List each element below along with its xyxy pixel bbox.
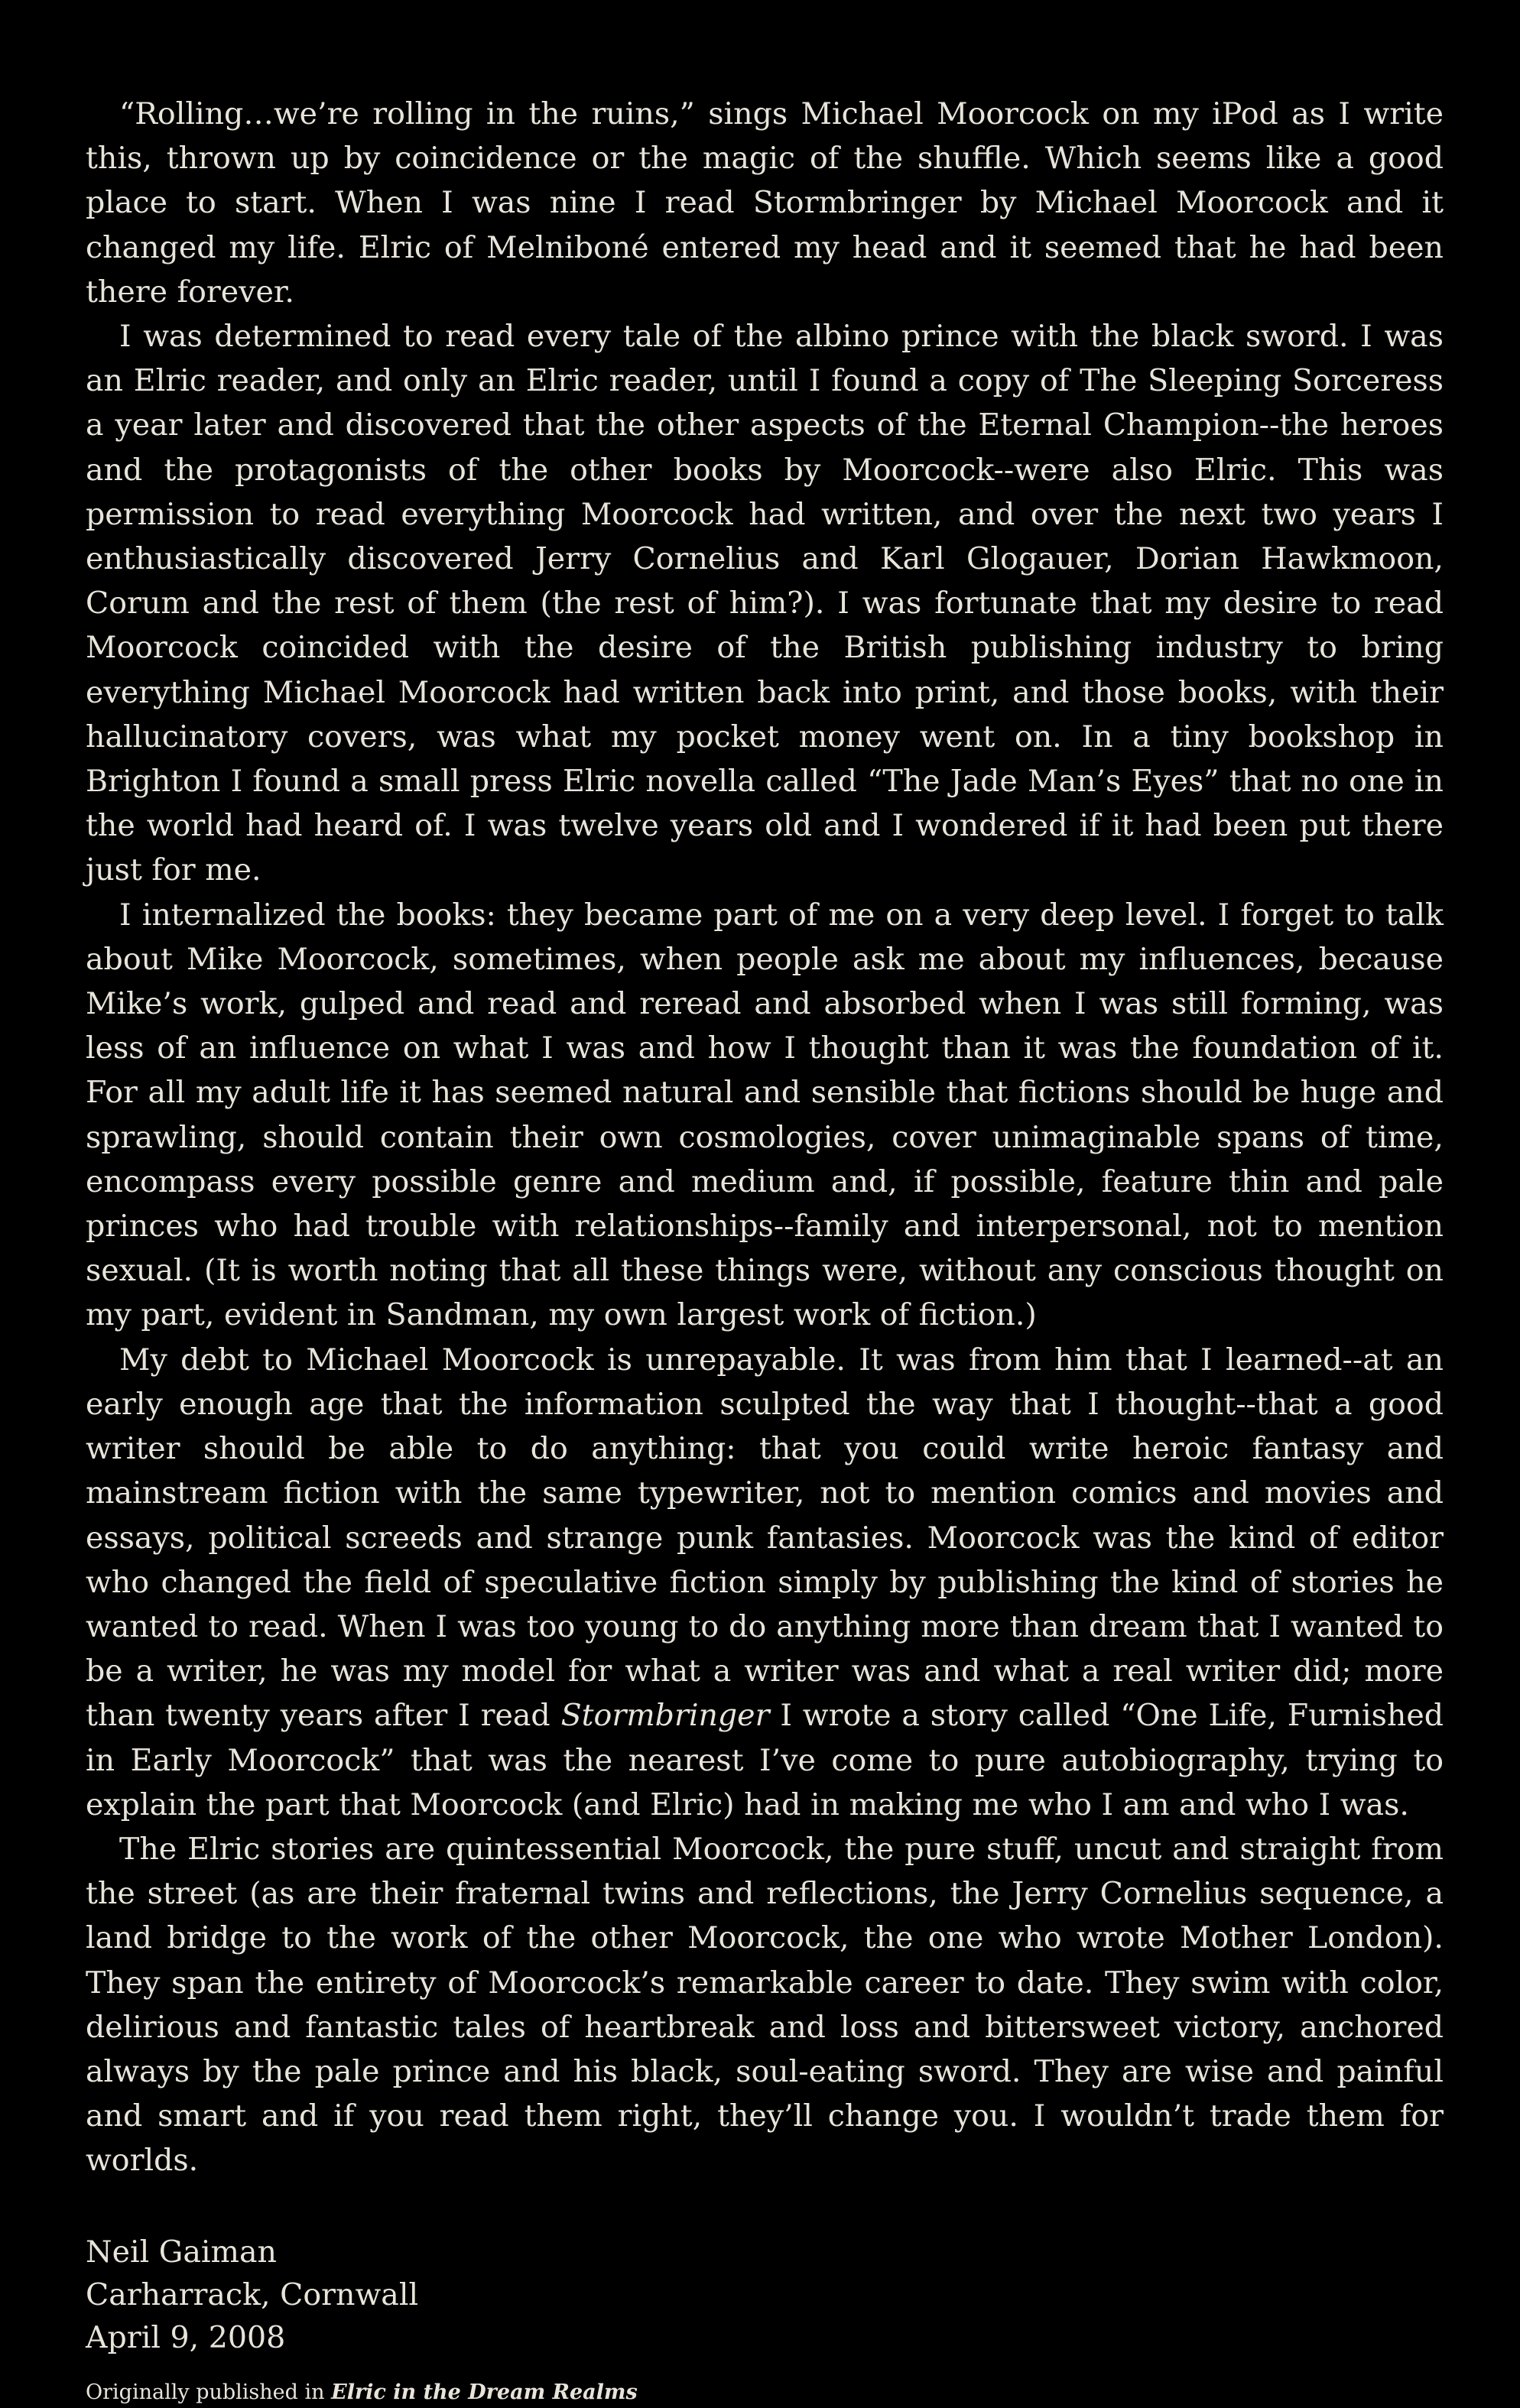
foreword-text: [86, 92, 1444, 2408]
signature-block: [86, 2231, 1444, 2359]
paragraph-3: I internalized the books: they became part of me on a very deep level. I forget to talk about Mike Moorcock, sometimes, when people ask me about my influences, because Mike’s work, gulped and read and reread and absorbed when I was still forming, was less of an influence on what I was and how I thought than it was the foundation of it. For all my adult life it has seemed natural and sensible that fictions should be huge and sprawling, should contain their own cosmologies, cover unimaginable spans of time, encompass every possible genre and medium and, if possible, feature thin and pale princes who had trouble with relationships--family and interpersonal, not to mention sexual. (It is worth noting that all these things were, without any conscious thought on my part, evident in Sandman, my own largest work of fiction.): [86, 897, 1444, 1333]
paragraph-2: I was determined to read every tale of the albino prince with the black sword. I was an Elric reader, and only an Elric reader, until I found a copy of The Sleeping Sorceress a year later and discovered that the other aspects of the Eternal Champion--the heroes and the protagonists of the other books by Moorcock--were also Elric. This was permission to read everything Moorcock had written, and over the next two years I enthusiastically discovered Jerry Cornelius and Karl Glogauer, Dorian Hawkmoon, Corum and the rest of them (the rest of him?). I was fortunate that my desire to read Moorcock coincided with the desire of the British publishing industry to bring everything Michael Moorcock had written back into print, and those books, with their hallucinatory covers, was what my pocket money went on. In a tiny bookshop in Brighton I found a small press Elric novella called “The Jade Man’s Eyes” that no one in the world had heard of. I was twelve years old and I wondered if it had been put there just for me.: [86, 319, 1444, 888]
publication-note: [86, 2377, 1444, 2408]
book-title-stormbringer: Stormbringer: [560, 1698, 770, 1734]
author-place: Carharrack, Cornwall: [86, 2277, 419, 2312]
paragraph-4-text-b: I wrote a story called “One Life, Furnished in Early Moorcock” that was the nearest I’ve come to pure autobiography, trying to explain the part that Moorcock (and Elric) had in making me who I am and who I was.: [86, 1698, 1444, 1822]
publication-note-title: Elric in the Dream Realms: [331, 2380, 638, 2404]
author-name: Neil Gaiman: [86, 2234, 277, 2270]
paragraph-4: [86, 1338, 1444, 1827]
paragraph-1: “Rolling…we’re rolling in the ruins,” sings Michael Moorcock on my iPod as I write this, thrown up by coincidence or the magic of the shuffle. Which seems like a good place to start. When I was nine I read Stormbringer by Michael Moorcock and it changed my life. Elric of Melniboné entered my head and it seemed that he had been there forever.: [86, 96, 1444, 310]
paragraph-5: The Elric stories are quintessential Moorcock, the pure stuff, uncut and straight from the street (as are their fraternal twins and reflections, the Jerry Cornelius sequence, a land bridge to the work of the other Moorcock, the one who wrote Mother London). They span the entirety of Moorcock’s remarkable career to date. They swim with color, delirious and fantastic tales of heartbreak and loss and bittersweet victory, anchored always by the pale prince and his black, soul-eating sword. They are wise and painful and smart and if you read them right, they’ll change you. I wouldn’t trade them for worlds.: [86, 1831, 1444, 2179]
paragraph-4-text-a: My debt to Michael Moorcock is unrepayable. It was from him that I learned--at an early enough age that the information sculpted the way that I thought--that a good writer should be able to do anything: that you could write heroic fantasy and mainstream fiction with the same typewriter, not to mention comics and movies and essays, political screeds and strange punk fantasies. Moorcock was the kind of editor who changed the field of speculative fiction simply by publishing the kind of stories he wanted to read. When I was too young to do anything more than dream that I wanted to be a writer, he was my model for what a writer was and what a real writer did; more than twenty years after I read: [86, 1342, 1444, 1734]
author-date: April 9, 2008: [86, 2319, 286, 2355]
publication-note-prefix: Originally published in: [86, 2380, 325, 2404]
